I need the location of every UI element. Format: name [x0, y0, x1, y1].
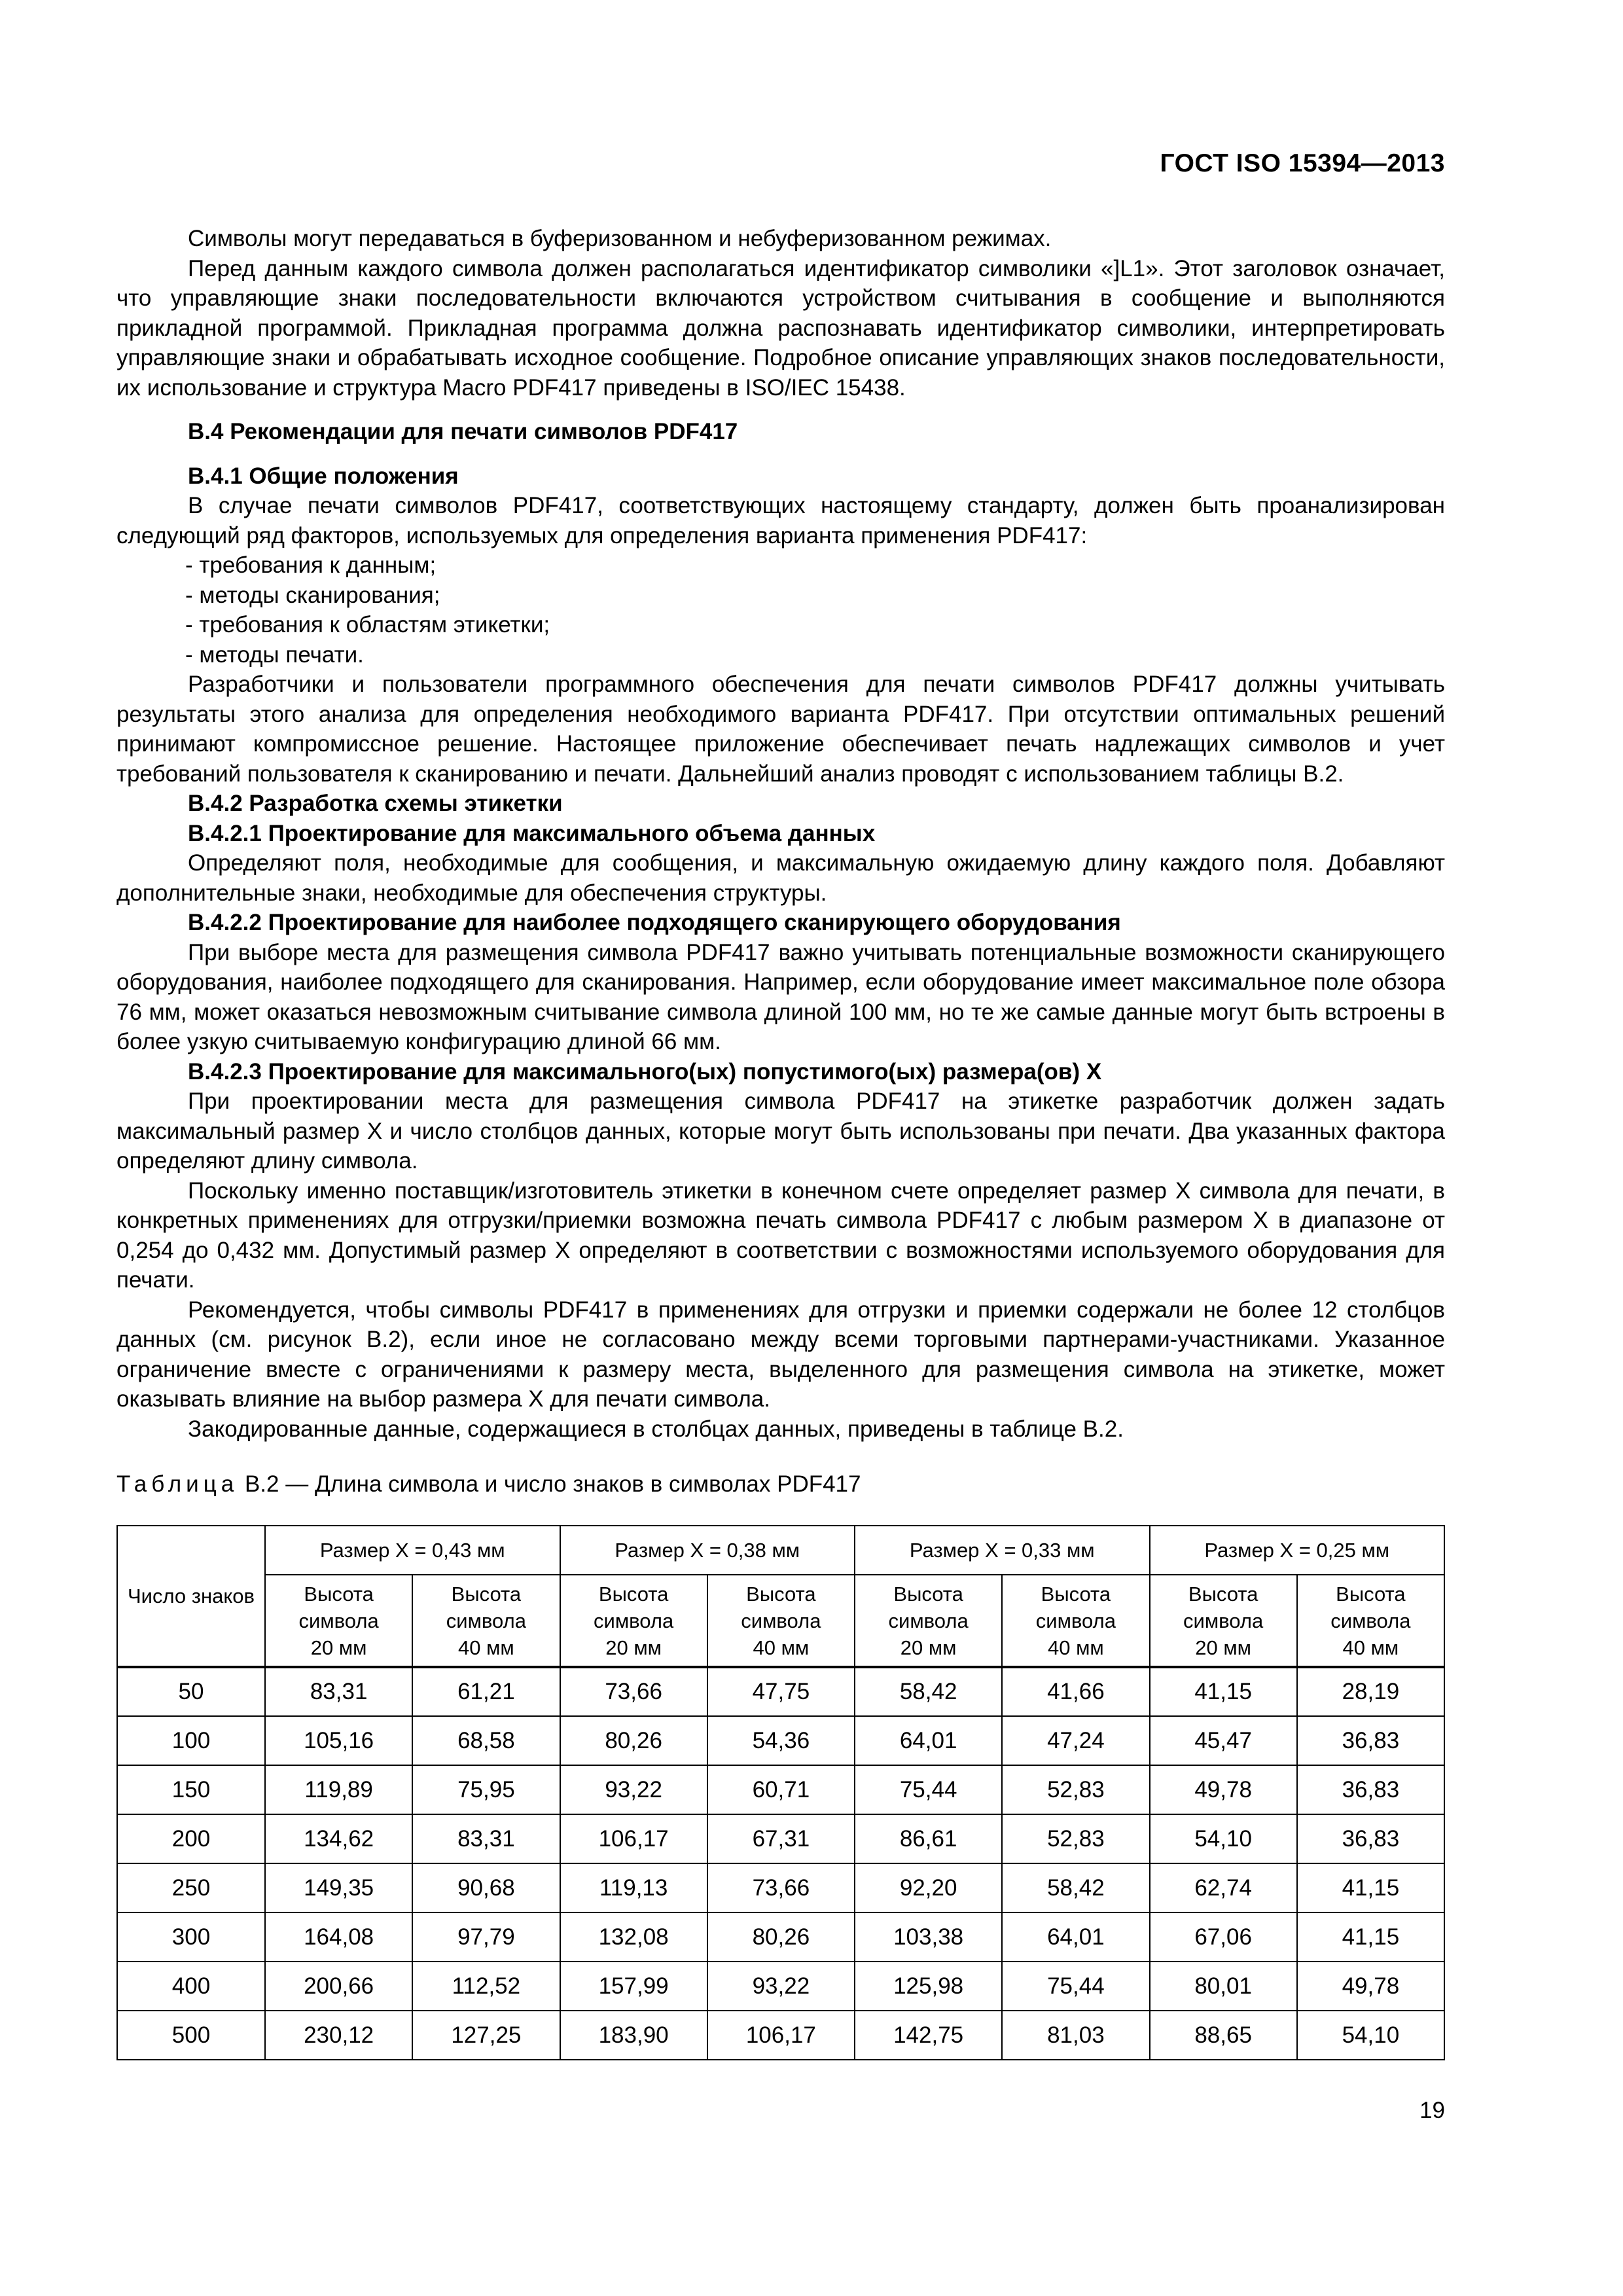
char-count-cell: 500 [117, 2011, 265, 2060]
length-value-cell: 97,79 [412, 1912, 560, 1962]
length-value-cell: 119,89 [265, 1765, 412, 1814]
length-value-cell: 49,78 [1150, 1765, 1297, 1814]
length-value-cell: 81,03 [1002, 2011, 1149, 2060]
length-value-cell: 75,44 [855, 1765, 1002, 1814]
length-value-cell: 90,68 [412, 1863, 560, 1912]
char-count-cell: 200 [117, 1814, 265, 1863]
group-header: Размер X = 0,25 мм [1150, 1526, 1445, 1575]
list-item: - требования к областям этикетки; [185, 612, 550, 637]
length-value-cell: 67,06 [1150, 1912, 1297, 1962]
paragraph: При проектировании места для размещения символа PDF417 на этикетке разработчик должен задать максимальный размер X и число столбцов данных, которые могут быть использованы при печати. Два указанных фактора определяют длину символа. [116, 1088, 1445, 1174]
length-value-cell: 47,24 [1002, 1716, 1149, 1765]
paragraph: Символы могут передаваться в буферизованном и небуферизованном режимах. [188, 226, 1052, 251]
char-count-cell: 400 [117, 1962, 265, 2011]
table-row [117, 1716, 1444, 1765]
length-value-cell: 200,66 [265, 1962, 412, 2011]
subsection-heading: В.4.2.3 Проектирование для максимального(ых) попустимого(ых) размера(ов) X [188, 1058, 1102, 1085]
length-value-cell: 36,83 [1297, 1716, 1444, 1765]
length-value-cell: 92,20 [855, 1863, 1002, 1912]
paragraph: Перед данным каждого символа должен располагаться идентификатор символики «]L1». Этот заголовок означает, что управляющие знаки последовательности включаются устройством считывания в сообщение и выполняются прикладной программой. Прикладная программа должна распознавать идентификатор символики, интерпретировать управляющие знаки и обрабатывать исходное сообщение. Подробное описание управляющих знаков последовательности, их использование и структура Macro PDF417 приведены в ISO/IEC 15438. [116, 255, 1445, 401]
subsection-heading: В.4.2.2 Проектирование для наиболее подходящего сканирующего оборудования [188, 910, 1121, 935]
symbol-length-table [116, 1525, 1445, 2060]
document-page [116, 0, 1445, 2296]
length-value-cell: 106,17 [560, 1814, 707, 1863]
subsection-heading: В.4.2.1 Проектирование для максимального объема данных [188, 820, 876, 846]
table-caption-label: Таблица [116, 1471, 239, 1497]
length-value-cell: 41,15 [1297, 1863, 1444, 1912]
length-value-cell: 52,83 [1002, 1765, 1149, 1814]
length-value-cell: 68,58 [412, 1716, 560, 1765]
length-value-cell: 64,01 [855, 1716, 1002, 1765]
sub-header: Высота символа 40 мм [1002, 1575, 1149, 1667]
length-value-cell: 127,25 [412, 2011, 560, 2060]
group-header: Размер X = 0,33 мм [855, 1526, 1150, 1575]
length-value-cell: 134,62 [265, 1814, 412, 1863]
char-count-cell: 100 [117, 1716, 265, 1765]
length-value-cell: 62,74 [1150, 1863, 1297, 1912]
sub-header: Высота символа 20 мм [560, 1575, 707, 1667]
sub-header: Высота символа 40 мм [412, 1575, 560, 1667]
length-value-cell: 93,22 [707, 1962, 855, 2011]
length-value-cell: 49,78 [1297, 1962, 1444, 2011]
table-row [117, 1863, 1444, 1912]
table-row [117, 2011, 1444, 2060]
length-value-cell: 183,90 [560, 2011, 707, 2060]
length-value-cell: 157,99 [560, 1962, 707, 2011]
char-count-cell: 50 [117, 1667, 265, 1716]
length-value-cell: 73,66 [560, 1667, 707, 1716]
length-value-cell: 80,26 [560, 1716, 707, 1765]
length-value-cell: 80,01 [1150, 1962, 1297, 2011]
length-value-cell: 83,31 [412, 1814, 560, 1863]
char-count-cell: 150 [117, 1765, 265, 1814]
table-row [117, 1814, 1444, 1863]
length-value-cell: 73,66 [707, 1863, 855, 1912]
list-item: - методы печати. [185, 641, 364, 668]
list-item: - требования к данным; [185, 552, 437, 578]
length-value-cell: 112,52 [412, 1962, 560, 2011]
length-value-cell: 64,01 [1002, 1912, 1149, 1962]
length-value-cell: 36,83 [1297, 1814, 1444, 1863]
length-value-cell: 88,65 [1150, 2011, 1297, 2060]
subsection-heading: В.4.2 Разработка схемы этикетки [188, 791, 563, 816]
length-value-cell: 80,26 [707, 1912, 855, 1962]
length-value-cell: 52,83 [1002, 1814, 1149, 1863]
length-value-cell: 106,17 [707, 2011, 855, 2060]
sub-header: Высота символа 20 мм [855, 1575, 1002, 1667]
length-value-cell: 149,35 [265, 1863, 412, 1912]
paragraph: Разработчики и пользователи программного обеспечения для печати символов PDF417 должны учитывать результаты этого анализа для определения необходимого варианта PDF417. При отсутствии оптимальных решений принимают компромиссное решение. Настоящее приложение обеспечивает печать надлежащих символов и учет требований пользователя к сканированию и печати. Дальнейший анализ проводят с использованием таблицы В.2. [116, 672, 1445, 787]
length-value-cell: 230,12 [265, 2011, 412, 2060]
length-value-cell: 36,83 [1297, 1765, 1444, 1814]
length-value-cell: 142,75 [855, 2011, 1002, 2060]
paragraph: Определяют поля, необходимые для сообщения, и максимальную ожидаемую длину каждого поля. Добавляют дополнительные знаки, необходимые для обеспечения структуры. [116, 850, 1445, 906]
length-value-cell: 132,08 [560, 1912, 707, 1962]
row-header-cell: Число знаков [117, 1526, 265, 1667]
length-value-cell: 54,10 [1297, 2011, 1444, 2060]
paragraph: Поскольку именно поставщик/изготовитель этикетки в конечном счете определяет размер X символа для печати, в конкретных применениях для отгрузки/приемки возможна печать символа PDF417 с любым размером X в диапазоне от 0,254 до 0,432 мм. Допустимый размер X определяют в соответствии с возможностями используемого оборудования для печати. [116, 1177, 1445, 1293]
length-value-cell: 41,15 [1297, 1912, 1444, 1962]
length-value-cell: 164,08 [265, 1912, 412, 1962]
table-caption [116, 1469, 861, 1499]
length-value-cell: 125,98 [855, 1962, 1002, 2011]
sub-header: Высота символа 40 мм [707, 1575, 855, 1667]
table-row [117, 1962, 1444, 2011]
length-value-cell: 67,31 [707, 1814, 855, 1863]
group-header: Размер X = 0,38 мм [560, 1526, 855, 1575]
length-value-cell: 86,61 [855, 1814, 1002, 1863]
length-value-cell: 58,42 [1002, 1863, 1149, 1912]
length-value-cell: 93,22 [560, 1765, 707, 1814]
paragraph: В случае печати символов PDF417, соответствующих настоящему стандарту, должен быть проанализирован следующий ряд факторов, используемых для определения варианта применения PDF417: [116, 493, 1445, 548]
sub-header: Высота символа 20 мм [265, 1575, 412, 1667]
paragraph: При выборе места для размещения символа PDF417 важно учитывать потенциальные возможности сканирующего оборудования, наиболее подходящего для сканирования. Например, если оборудование имеет максимальное поле обзора 76 мм, может оказаться невозможным считывание символа длиной 100 мм, но те же самые данные могут быть встроены в более узкую считываемую конфигурацию длиной 66 мм. [116, 939, 1445, 1054]
sub-header: Высота символа 40 мм [1297, 1575, 1444, 1667]
char-count-cell: 300 [117, 1912, 265, 1962]
length-value-cell: 105,16 [265, 1716, 412, 1765]
section-heading: В.4 Рекомендации для печати символов PDF417 [188, 419, 738, 444]
length-value-cell: 41,15 [1150, 1667, 1297, 1716]
length-value-cell: 75,44 [1002, 1962, 1149, 2011]
length-value-cell: 41,66 [1002, 1667, 1149, 1716]
page-number: 19 [1419, 2098, 1445, 2123]
list-item: - методы сканирования; [185, 582, 440, 608]
group-header: Размер X = 0,43 мм [265, 1526, 560, 1575]
length-value-cell: 58,42 [855, 1667, 1002, 1716]
sub-header: Высота символа 20 мм [1150, 1575, 1297, 1667]
subsection-heading: В.4.1 Общие положения [188, 463, 459, 489]
length-value-cell: 54,36 [707, 1716, 855, 1765]
paragraph: Закодированные данные, содержащиеся в столбцах данных, приведены в таблице В.2. [188, 1416, 1124, 1442]
length-value-cell: 61,21 [412, 1667, 560, 1716]
table-row [117, 1912, 1444, 1962]
body-text [116, 224, 1445, 1444]
standard-code-header: ГОСТ ISO 15394—2013 [1160, 149, 1445, 177]
length-value-cell: 119,13 [560, 1863, 707, 1912]
table-body [117, 1667, 1444, 2060]
paragraph: Рекомендуется, чтобы символы PDF417 в применениях для отгрузки и приемки содержали не более 12 столбцов данных (см. рисунок В.2), если иное не согласовано между всеми торговыми партнерами-участниками. Указанное ограничение вместе с ограничениями к размеру места, выделенного для размещения символа на этикетке, может оказывать влияние на выбор размера X для печати символа. [116, 1297, 1445, 1412]
length-value-cell: 75,95 [412, 1765, 560, 1814]
length-value-cell: 45,47 [1150, 1716, 1297, 1765]
length-value-cell: 103,38 [855, 1912, 1002, 1962]
char-count-cell: 250 [117, 1863, 265, 1912]
length-value-cell: 60,71 [707, 1765, 855, 1814]
table-caption-text: В.2 — Длина символа и число знаков в символах PDF417 [238, 1471, 861, 1497]
length-value-cell: 83,31 [265, 1667, 412, 1716]
table-row [117, 1765, 1444, 1814]
length-value-cell: 28,19 [1297, 1667, 1444, 1716]
table-row [117, 1667, 1444, 1716]
length-value-cell: 54,10 [1150, 1814, 1297, 1863]
length-value-cell: 47,75 [707, 1667, 855, 1716]
